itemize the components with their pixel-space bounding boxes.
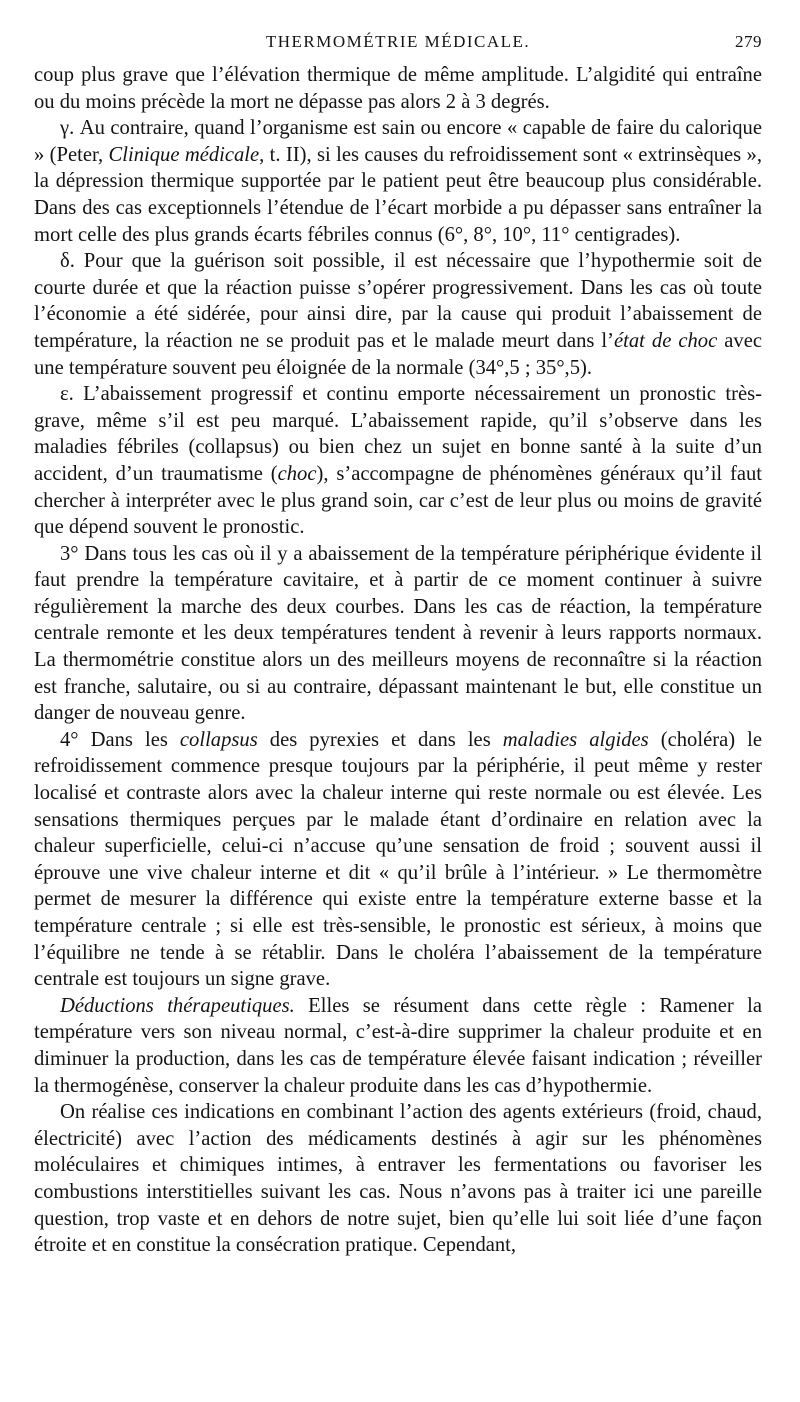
text-run: , t. II), si les causes du refroidissement sont « extrinsèques », la dépression thermique supportée par le patient peut être beaucoup plus considérable. Dans des cas exceptionnels l’étendue de l’écart morbide a pu dépasser sans entraîner la mort celle des plus grands écarts fébriles connus (6°, 8°, 10°, 11° centigrades).: [34, 143, 763, 246]
text-run: ), s’accompagne de phénomènes généraux qu’il faut chercher à interpréter avec le plus grand soin, car c’est de leur plus ou moins de gravité que dépend souvent le pronostic.: [34, 462, 762, 539]
text-run: des pyrexies et dans les: [257, 728, 503, 751]
italic-text: collapsus: [179, 728, 258, 751]
italic-text: Clinique médicale: [108, 143, 260, 166]
paragraph: [34, 381, 762, 541]
paragraph: [34, 1099, 762, 1259]
text-run: ε. L’abaissement progressif et continu emporte nécessairement un pronostic très-grave, même s’il est peu marqué. L’abaissement rapide, qu’il s’observe dans les maladies fébriles (collapsus) ou bien chez un sujet en bonne santé à la suite d’un accident, d’un traumatisme (: [34, 383, 762, 485]
paragraph: [34, 993, 762, 1099]
running-head-title: THERMOMÉTRIE MÉDICALE.: [265, 32, 531, 51]
italic-text: état de choc: [614, 329, 718, 352]
italic-text: Déductions thérapeutiques.: [60, 994, 295, 1017]
italic-text: maladies algides: [502, 728, 649, 751]
text-run: coup plus grave que l’élévation thermique de même amplitude. L’algidité qui entraîne ou du moins précède la mort ne dépasse pas alors 2 à 3 degrés.: [34, 64, 762, 113]
running-head: [34, 28, 762, 62]
body-text: [34, 62, 762, 1259]
text-run: γ. Au contraire, quand l’organisme est sain ou encore « capable de faire du calorique » (Peter,: [34, 117, 762, 166]
paragraph: [34, 248, 762, 381]
text-run: δ. Pour que la guérison soit possible, il est nécessaire que l’hypothermie soit de courte durée et que la réaction puisse s’opérer progressivement. Dans les cas où toute l’économie a été sidérée, pour ainsi dire, par la cause qui produit l’abaissement de température, la réaction ne se produit pas et le malade meurt dans l’: [34, 250, 762, 352]
paragraph: [34, 62, 762, 115]
paragraph: [34, 541, 762, 727]
page-number: 279: [735, 32, 762, 51]
text-run: 4° Dans les: [60, 728, 180, 751]
text-run: (choléra) le refroidissement commence presque toujours par la périphérie, il peut même y rester localisé et contraste alors avec la chaleur interne qui reste normale ou est élevée. Les sensations thermiques perçues par le malade étant d’ordinaire en relation avec la chaleur superficielle, celui-ci n’accuse qu’une sensation de froid ; souvent aussi il éprouve une vive chaleur interne et dit « qu’il brûle à l’intérieur. » Le thermomètre permet de mesurer la différence qui existe entre la température externe basse et la température centrale ; si elle est très-sensible, le pronostic est sérieux, à moins que l’équilibre ne tende à se rétablir. Dans le choléra l’abaissement de la température centrale est toujours un signe grave.: [34, 728, 762, 991]
italic-text: choc: [277, 462, 317, 485]
text-run: On réalise ces indications en combinant l’action des agents extérieurs (froid, chaud, électricité) avec l’action des médicaments destinés à agir sur les phénomènes moléculaires et chimiques intimes, à entraver les fermentations ou favoriser les combustions interstitielles suivant les cas. Nous n’avons pas à traiter ici une pareille question, trop vaste et en dehors de notre sujet, bien qu’elle lui soit liée d’une façon étroite et en constitue la consécration pratique. Cependant,: [34, 1101, 762, 1257]
paragraph: [34, 115, 762, 248]
text-run: avec une température souvent peu éloignée de la normale (34°,5 ; 35°,5).: [34, 329, 762, 379]
paragraph: [34, 727, 762, 993]
text-run: 3° Dans tous les cas où il y a abaissement de la température périphérique évidente il faut prendre la température cavitaire, et à partir de ce moment continuer à suivre régulièrement la marche des deux courbes. Dans les cas de réaction, la température centrale remonte et les deux températures tendent à revenir à leurs rapports normaux. La thermométrie constitue alors un des meilleurs moyens de reconnaître si la réaction est franche, salutaire, ou si au contraire, dépassant maintenant le but, elle constitue un danger de nouveau genre.: [34, 542, 762, 725]
text-run: Elles se résument dans cette règle : Ramener la température vers son niveau normal, c’est-à-dire supprimer la chaleur produite et en diminuer la production, dans les cas de température élevée faisant indication ; réveiller la thermogénèse, conserver la chaleur produite dans les cas d’hypothermie.: [34, 994, 762, 1097]
